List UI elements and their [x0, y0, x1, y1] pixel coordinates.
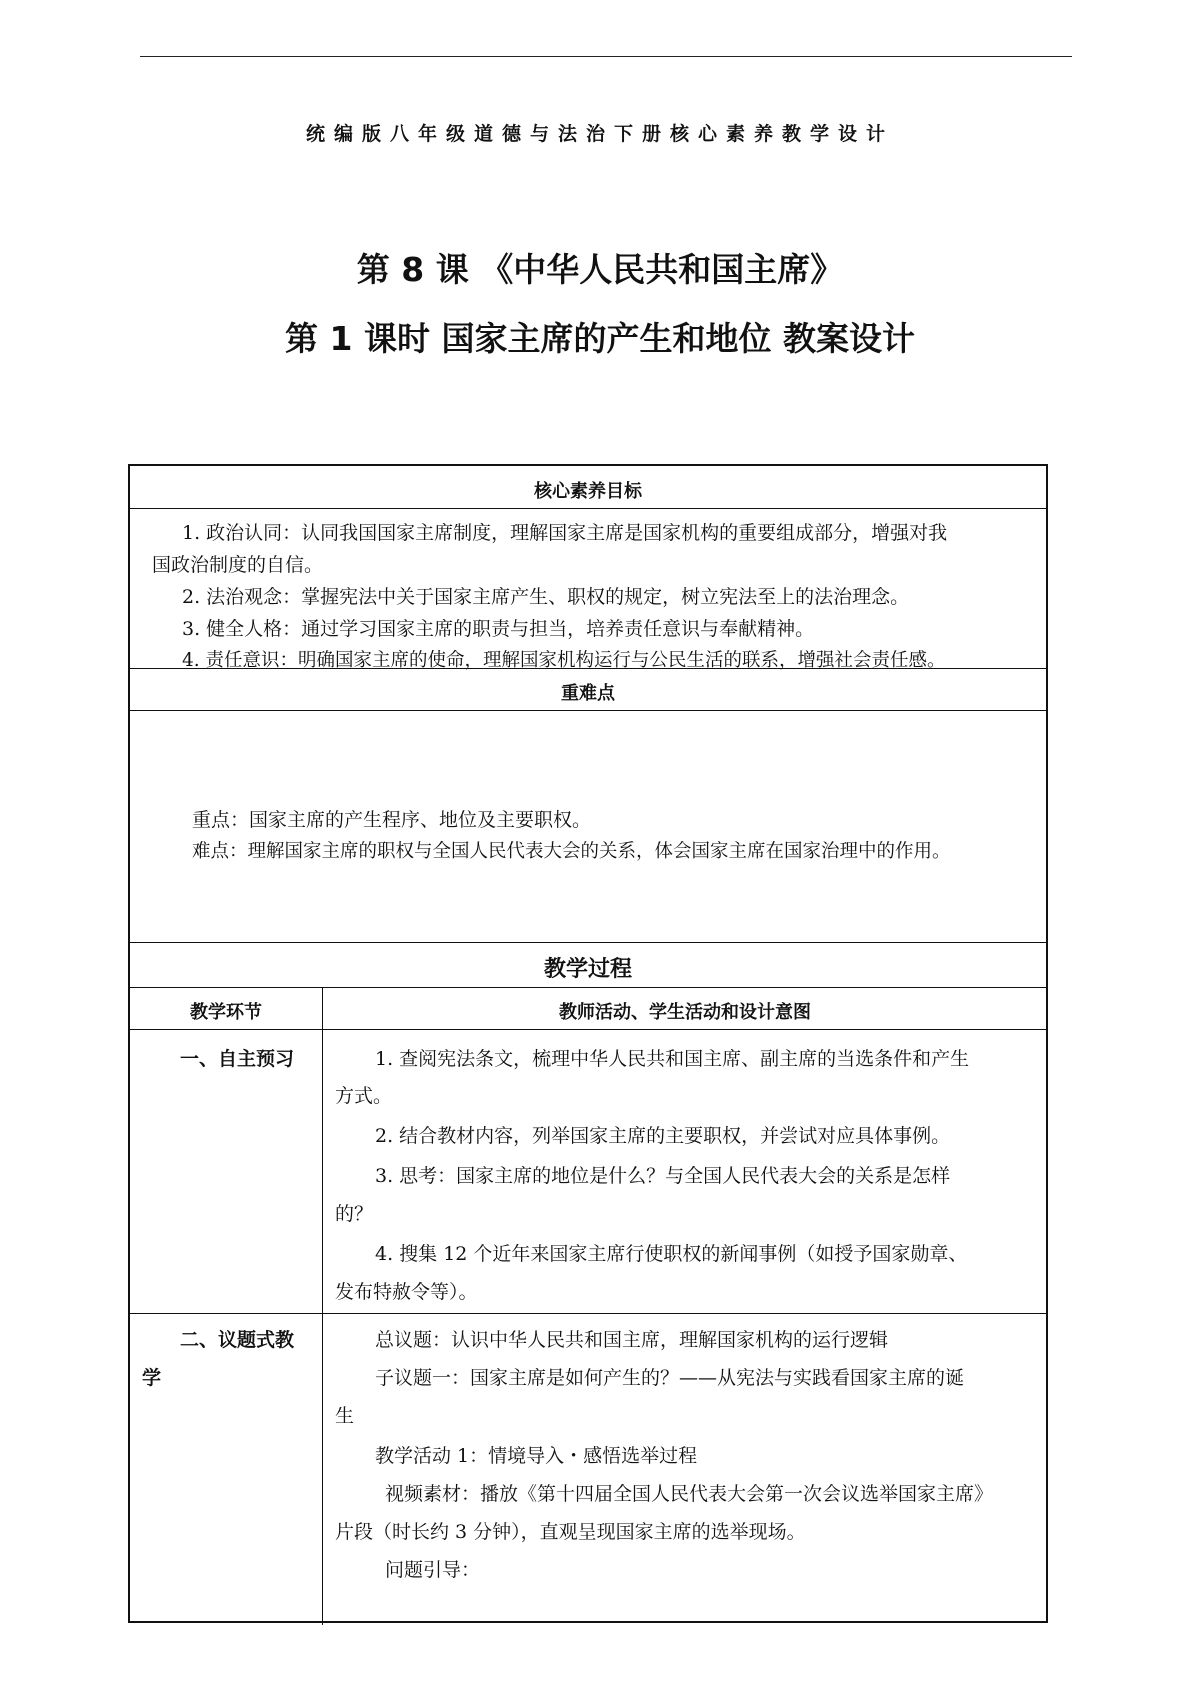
table-divider: [130, 942, 1046, 943]
goal-line: 4. 责任意识：明确国家主席的使命，理解国家机构运行与公民生活的联系，增强社会责任感。: [182, 650, 946, 671]
activity-line: 生: [335, 1405, 355, 1427]
activity-line: 2. 结合教材内容，列举国家主席的主要职权，并尝试对应具体事例。: [375, 1125, 951, 1147]
stage-issue-teaching: 二、议题式教: [180, 1329, 295, 1351]
goal-line: 1. 政治认同：认同我国国家主席制度，理解国家主席是国家机构的重要组成部分，增强对我: [182, 522, 948, 544]
stage-issue-teaching-cont: 学: [142, 1367, 162, 1389]
goals-heading: 核心素养目标: [534, 481, 642, 502]
activity-line: 1. 查阅宪法条文，梳理中华人民共和国主席、副主席的当选条件和产生: [375, 1048, 970, 1070]
table-divider: [130, 987, 1046, 988]
lesson-plan-table: [128, 464, 1048, 1623]
activity-line: 教学活动 1：情境导入・感悟选举过程: [375, 1445, 698, 1467]
period-title: 第 1 课时 国家主席的产生和地位 教案设计: [285, 319, 915, 358]
activity-line: 问题引导：: [385, 1559, 481, 1581]
activity-line: 发布特赦令等）。: [335, 1281, 478, 1303]
activity-line: 子议题一：国家主席是如何产生的？——从宪法与实践看国家主席的诞: [375, 1367, 965, 1389]
table-divider: [130, 1029, 1046, 1030]
activity-line: 方式。: [335, 1085, 393, 1107]
activity-line: 4. 搜集 12 个近年来国家主席行使职权的新闻事例（如授予国家勋章、: [375, 1243, 968, 1265]
goal-line: 国政治制度的自信。: [152, 554, 324, 576]
column-divider: [322, 987, 323, 1625]
activity-line: 片段（时长约 3 分钟），直观呈现国家主席的选举现场。: [335, 1521, 806, 1543]
focus-text: 重点：国家主席的产生程序、地位及主要职权。: [192, 809, 592, 831]
difficulty-text: 难点：理解国家主席的职权与全国人民代表大会的关系，体会国家主席在国家治理中的作用。: [192, 841, 951, 862]
table-divider: [130, 710, 1046, 711]
activity-line: 3. 思考：国家主席的地位是什么？与全国人民代表大会的关系是怎样: [375, 1165, 951, 1187]
activity-line: 的？: [335, 1203, 374, 1225]
activity-line: 视频素材：播放《第十四届全国人民代表大会第一次会议选举国家主席》: [385, 1483, 994, 1505]
activity-line: 总议题：认识中华人民共和国主席，理解国家机构的运行逻辑: [375, 1329, 889, 1351]
table-divider: [130, 508, 1046, 509]
table-divider: [130, 1313, 1046, 1314]
lesson-title: 第 8 课 《中华人民共和国主席》: [356, 250, 844, 289]
series-title: 统编版八年级道德与法治下册核心素养教学设计: [305, 123, 894, 145]
goal-line: 3. 健全人格：通过学习国家主席的职责与担当，培养责任意识与奉献精神。: [182, 618, 815, 640]
goal-line: 2. 法治观念：掌握宪法中关于国家主席产生、职权的规定，树立宪法至上的法治理念。: [182, 586, 910, 608]
process-heading: 教学过程: [543, 957, 632, 982]
stage-column-header: 教学环节: [190, 1002, 262, 1023]
key-points-heading: 重难点: [561, 683, 615, 704]
stage-self-study: 一、自主预习: [180, 1048, 295, 1070]
header-rule: [140, 56, 1072, 57]
activity-column-header: 教师活动、学生活动和设计意图: [559, 1002, 811, 1023]
